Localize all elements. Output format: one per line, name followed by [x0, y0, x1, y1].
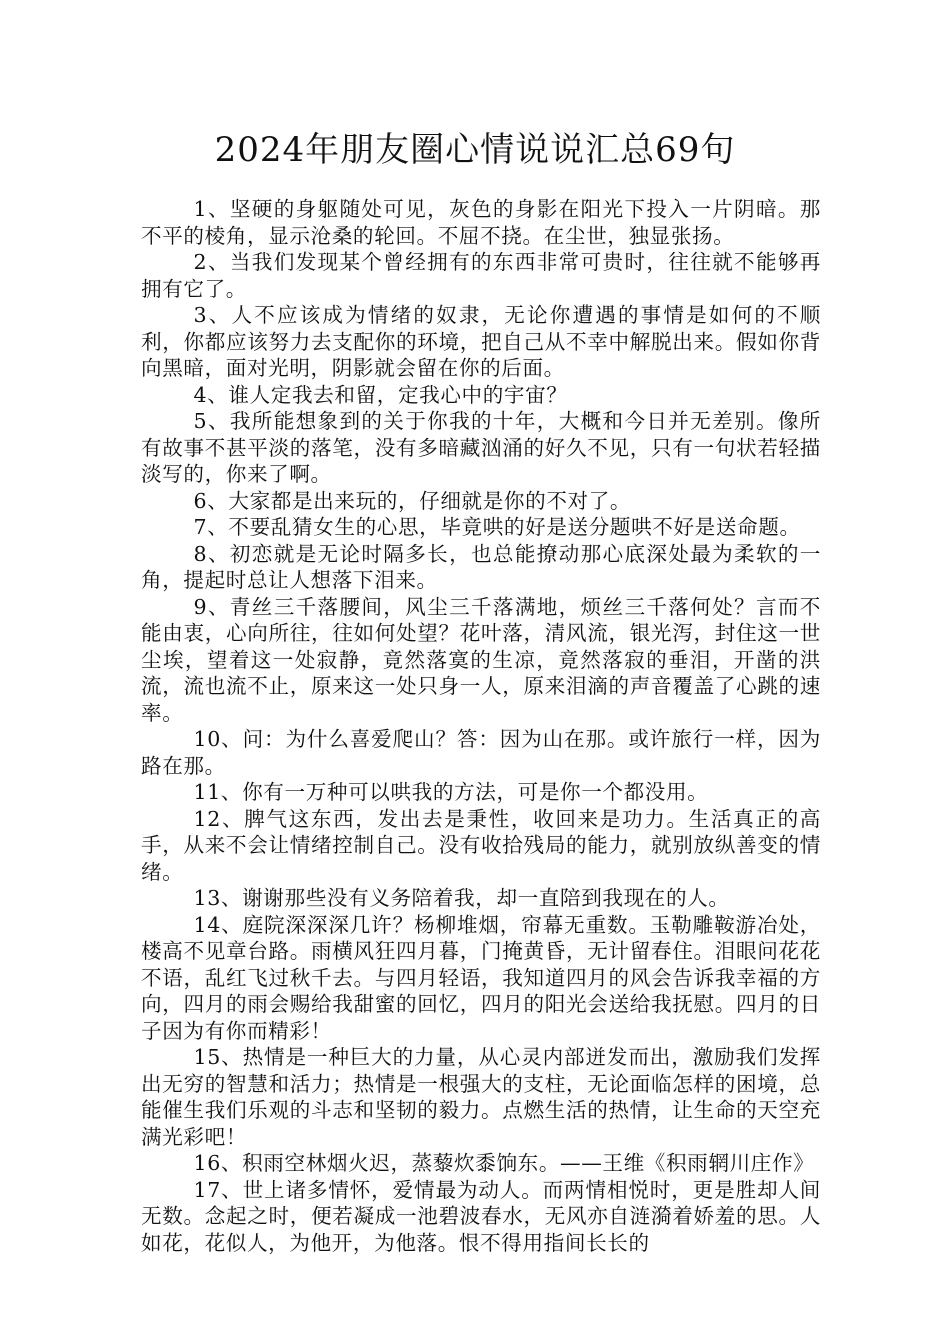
paragraph: 2、当我们发现某个曾经拥有的东西非常可贵时，往往就不能够再拥有它了。 [141, 250, 821, 301]
paragraph: 9、青丝三千落腰间，风尘三千落满地，烦丝三千落何处？言而不能由衷，心向所往，往如何处望？花叶落，清风流，银光泻，封住这一世尘埃，望着这一处寂静，竟然落寞的生凉，竟然落寂的垂泪，开凿的洪流，流也流不止，原来这一处只身一人，原来泪滴的声音覆盖了心跳的速率。 [141, 594, 821, 725]
paragraph: 8、初恋就是无论时隔多长，也总能撩动那心底深处最为柔软的一角，提起时总让人想落下泪来。 [141, 541, 821, 592]
paragraph: 13、谢谢那些没有义务陪着我，却一直陪到我现在的人。 [193, 886, 730, 910]
paragraph: 12、脾气这东西，发出去是秉性，收回来是功力。生活真正的高手，从来不会让情绪控制自己。没有收拾残局的能力，就别放纵善变的情绪。 [141, 806, 821, 884]
document-body [141, 196, 821, 1256]
paragraph: 3、人不应该成为情绪的奴隶，无论你遭遇的事情是如何的不顺利，你都应该努力去支配你的环境，把自己从不幸中解脱出来。假如你背向黑暗，面对光明，阴影就会留在你的后面。 [141, 303, 821, 380]
paragraph: 4、谁人定我去和留，定我心中的宇宙？ [193, 382, 568, 407]
paragraph: 7、不要乱猜女生的心思，毕竟哄的好是送分题哄不好是送命题。 [193, 515, 801, 539]
paragraph: 17、世上诸多情怀，爱情最为动人。而两情相悦时，更是胜却人间无数。念起之时，便若凝成一池碧波春水，无风亦自涟漪着娇羞的思。人如花，花似人，为他开，为他落。恨不得用指间长长的 [141, 1177, 821, 1255]
paragraph: 16、积雨空林烟火迟，蒸藜炊黍饷东。——王维《积雨辋川庄作》 [193, 1151, 815, 1175]
paragraph: 1、坚硬的身躯随处可见，灰色的身影在阳光下投入一片阴暗。那不平的棱角，显示沧桑的轮回。不屈不挠。在尘世，独显张扬。 [141, 197, 821, 248]
paragraph: 6、大家都是出来玩的，仔细就是你的不对了。 [193, 488, 632, 513]
paragraph: 10、问：为什么喜爱爬山？答：因为山在那。或许旅行一样，因为路在那。 [141, 727, 821, 778]
paragraph: 15、热情是一种巨大的力量，从心灵内部迸发而出，激励我们发挥出无穷的智慧和活力；热情是一根强大的支柱，无论面临怎样的困境，总能催生我们乐观的斗志和坚韧的毅力。点燃生活的热情，让生命的天空充满光彩吧！ [141, 1045, 821, 1149]
document-title: 2024年朋友圈心情说说汇总69句 [214, 130, 736, 170]
paragraph: 14、庭院深深深几许？杨柳堆烟，帘幕无重数。玉勒雕鞍游冶处，楼高不见章台路。雨横风狂四月暮，门掩黄昏，无计留春住。泪眼问花花不语，乱红飞过秋千去。与四月轻语，我知道四月的风会告诉我幸福的方向，四月的雨会赐给我甜蜜的回忆，四月的阳光会送给我抚慰。四月的日子因为有你而精彩！ [141, 912, 821, 1043]
paragraph: 5、我所能想象到的关于你我的十年，大概和今日并无差别。像所有故事不甚平淡的落笔，没有多暗藏汹涌的好久不见，只有一句状若轻描淡写的，你来了啊。 [141, 409, 821, 486]
paragraph: 11、你有一万种可以哄我的方法，可是你一个都没用。 [193, 780, 709, 804]
